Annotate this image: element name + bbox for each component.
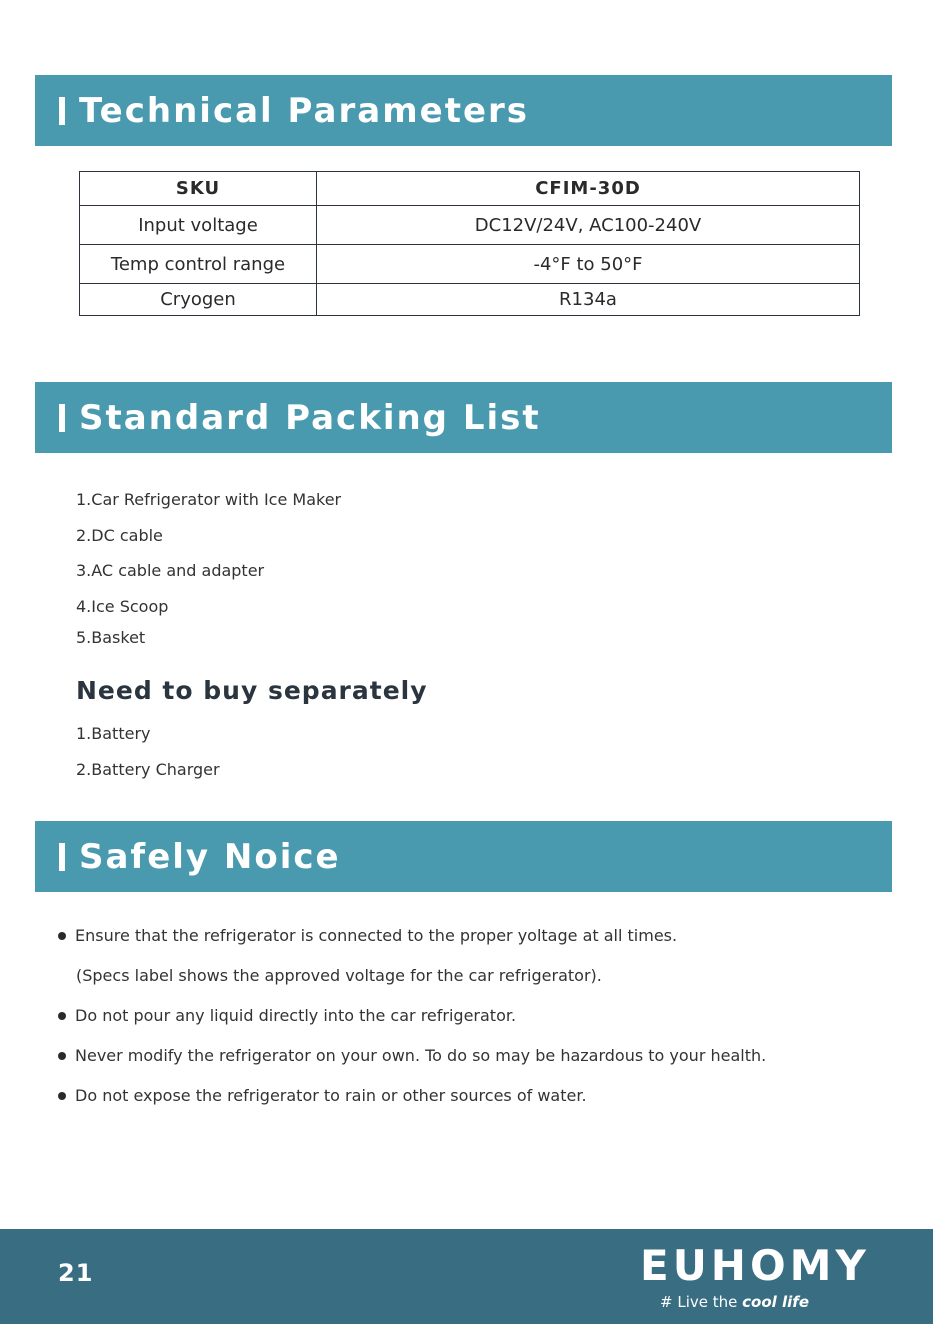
table-header-row: [80, 172, 860, 206]
banner-bar: [59, 404, 65, 432]
brand-logo: EUHOMY: [640, 1241, 870, 1290]
section-title: Standard Packing List: [79, 397, 541, 438]
list-item: [58, 966, 602, 985]
bullet-icon: [58, 1052, 66, 1060]
safety-banner: [35, 821, 892, 892]
buy-separately-heading: Need to buy separately: [76, 676, 428, 705]
note-text: Do not pour any liquid directly into the car refrigerator.: [75, 1006, 517, 1025]
table-cell-label: Cryogen: [80, 284, 317, 316]
page-number: 21: [58, 1259, 94, 1287]
list-item: [58, 1086, 587, 1105]
note-text: Ensure that the refrigerator is connected to the proper yoltage at all times.: [75, 926, 678, 945]
parameters-table: [79, 171, 860, 316]
table-cell-value: R134a: [317, 284, 860, 316]
table-row: [80, 284, 860, 316]
list-item: 5.Basket: [76, 628, 146, 647]
banner-bar: [59, 97, 65, 125]
list-item: [58, 926, 677, 945]
table-row: [80, 206, 860, 245]
table-cell-value: -4°F to 50°F: [317, 245, 860, 284]
section-title: Safely Noice: [79, 836, 341, 877]
tagline-prefix: # Live the: [660, 1293, 738, 1311]
tagline-emphasis: cool life: [742, 1293, 809, 1311]
table-cell-label: Temp control range: [80, 245, 317, 284]
list-item: [58, 1006, 516, 1025]
bullet-icon: [58, 932, 66, 940]
table-cell-label: Input voltage: [80, 206, 317, 245]
list-item: 1.Car Refrigerator with Ice Maker: [76, 490, 342, 509]
table-header-label: SKU: [80, 172, 317, 206]
list-item: 4.Ice Scoop: [76, 597, 169, 616]
list-item: [58, 1046, 766, 1065]
packing-list-banner: [35, 382, 892, 453]
note-text: Never modify the refrigerator on your own. To do so may be hazardous to your health.: [75, 1046, 767, 1065]
table-header-value: CFIM-30D: [317, 172, 860, 206]
list-item: 1.Battery: [76, 724, 151, 743]
banner-bar: [59, 843, 65, 871]
list-item: 3.AC cable and adapter: [76, 561, 265, 580]
bullet-icon: [58, 1012, 66, 1020]
table-row: [80, 245, 860, 284]
technical-parameters-banner: [35, 75, 892, 146]
bullet-icon: [58, 1092, 66, 1100]
list-item: 2.DC cable: [76, 526, 163, 545]
table-cell-value: DC12V/24V, AC100-240V: [317, 206, 860, 245]
page-footer: [0, 1229, 933, 1324]
note-text: Do not expose the refrigerator to rain or other sources of water.: [75, 1086, 587, 1105]
list-item: 2.Battery Charger: [76, 760, 220, 779]
brand-tagline: [660, 1293, 809, 1311]
section-title: Technical Parameters: [79, 90, 530, 131]
note-text: (Specs label shows the approved voltage for the car refrigerator).: [76, 966, 602, 985]
